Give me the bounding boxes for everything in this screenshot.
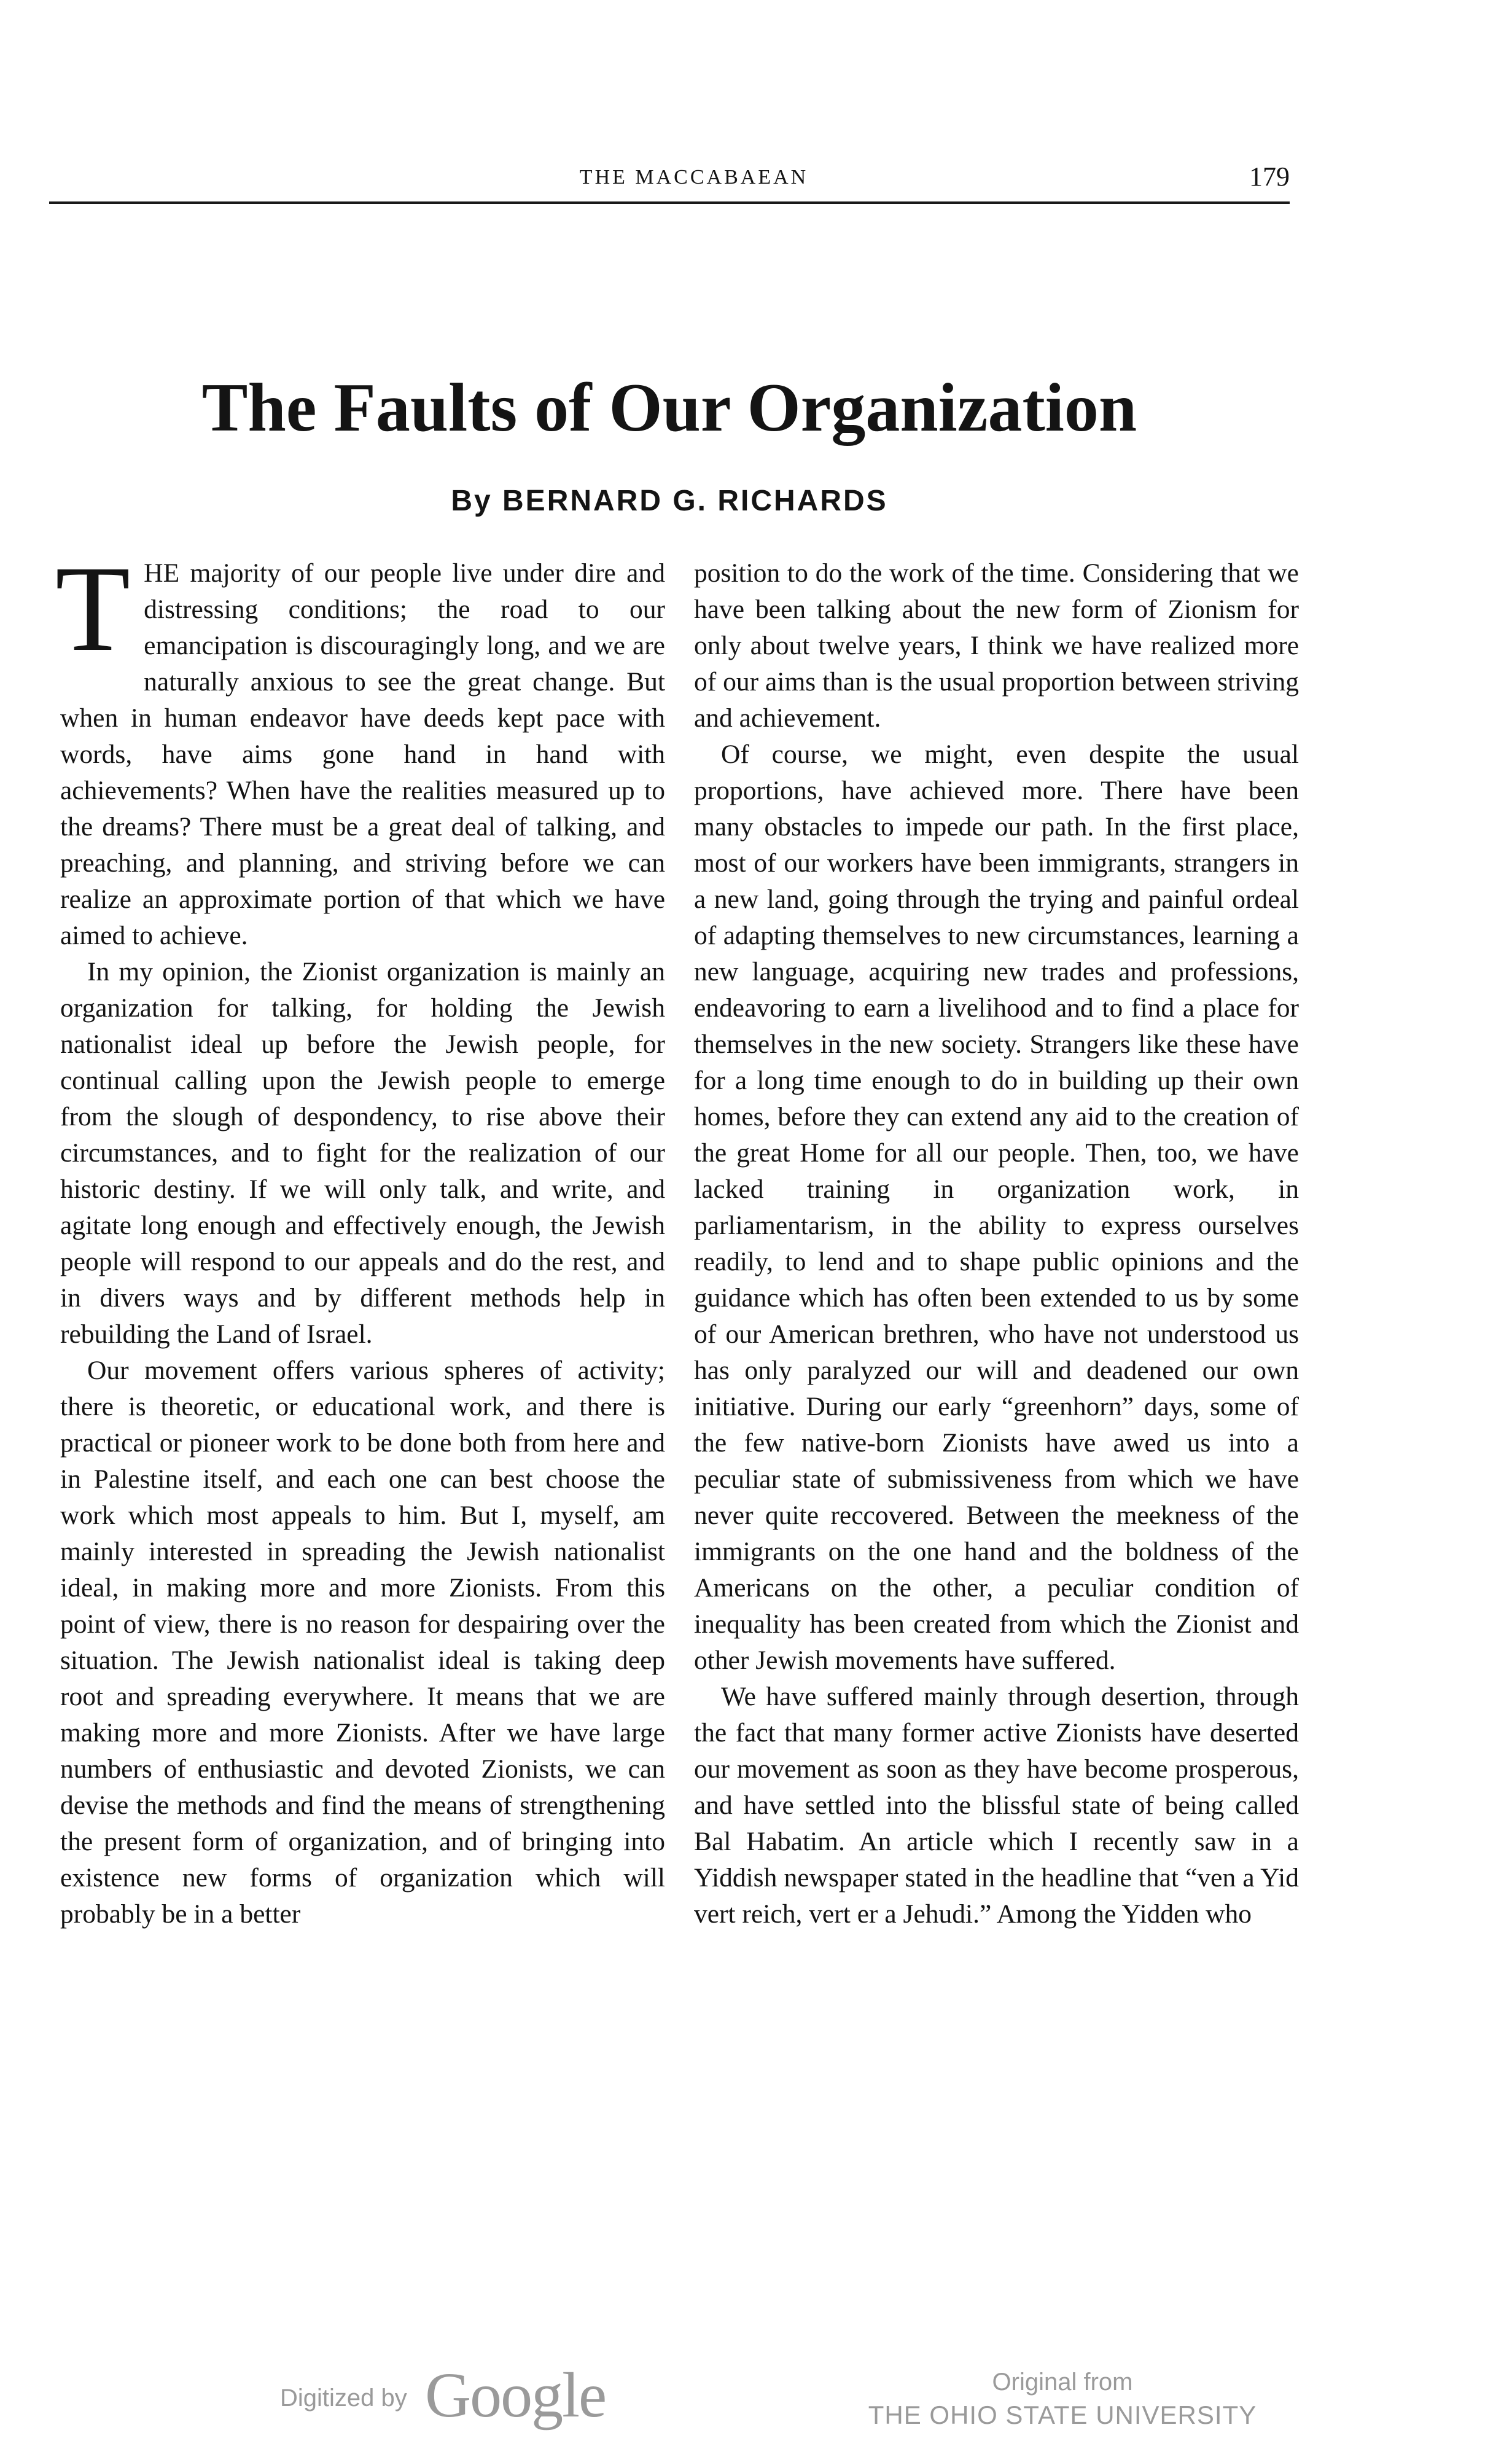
paragraph-4: position to do the work of the time. Considering that we have been talking about the new form of Zionism for only about twelve years, I think we have realized more of our aims than is the usual proportion between striving and achievement. — [694, 558, 1299, 733]
digitized-by-watermark — [280, 2359, 661, 2431]
source-watermark — [848, 2366, 1277, 2432]
running-title: THE MACCABAEAN — [579, 166, 809, 189]
paragraph-2: In my opinion, the Zionist organization is mainly an organization for talking, for holding the Jewish nationalist ideal up before the Jewish people, for continual calling upon the Jewish people to emerge from the slough of despondency, to rise above their circumstances, and to fight for the realization of our historic destiny. If we will only talk, and write, and agitate long enough and effectively enough, the Jewish people will respond to our appeals and do the rest, and in divers ways and by different methods help in rebuilding the Land of Israel. — [60, 957, 665, 1349]
paragraph-6: We have suffered mainly through desertion, through the fact that many former active Zionists have deserted our movement as soon as they have become prosperous, and have settled into the blissful state of being called Bal Habatim. An article which I recently saw in a Yiddish newspaper stated in the headline that “ven a Yid vert reich, vert er a Jehudi.” Among the Yidden who — [694, 1682, 1299, 1929]
institution-name: THE OHIO STATE UNIVERSITY — [868, 2400, 1257, 2429]
drop-cap: T — [55, 541, 131, 677]
article-byline: By BERNARD G. RICHARDS — [451, 485, 888, 517]
paragraph-1 — [55, 541, 665, 954]
paragraph-3: Our movement offers various spheres of activity; there is theoretic, or educational work, and there is practical or pioneer work to be done both from here and in Palestine itself, and each one can best choose the work which most appeals to him. But I, myself, am mainly interested in spreading the Jewish nationalist ideal, in making more and more Zionists. From this point of view, there is no reason for despairing over the situation. The Jewish nationalist ideal is taking deep root and spreading everywhere. It means that we are making more and more Zionists. After we have large numbers of enthusiastic and devoted Zionists, we can devise the methods and find the means of strengthening the present form of organization, and of bringing into existence new forms of organization which will probably be in a better — [60, 1356, 665, 1929]
google-logo: Google — [425, 2360, 606, 2431]
header-rule — [49, 201, 1290, 204]
digitized-by-label: Digitized by — [280, 2385, 407, 2412]
article-title: The Faults of Our Organization — [201, 370, 1137, 446]
original-from-label: Original from — [992, 2369, 1133, 2396]
right-column — [694, 555, 1299, 1932]
paragraph-1-text: HE majority of our people live under dire and distressing conditions; the road to our emancipation is discouragingly long, and we are naturally anxious to see the great change. But when in human endeavor have deeds kept pace with words, have aims gone hand in hand with achievements? When have the realities measured up to the dreams? There must be a great deal of talking, and preaching, and planning, and striving before we can realize an approximate portion of that which we have aimed to achieve. — [60, 558, 665, 950]
page-number: 179 — [1249, 162, 1290, 192]
paragraph-5: Of course, we might, even despite the usual proportions, have achieved more. There have been many obstacles to impede our path. In the first place, most of our workers have been immigrants, strangers in a new land, going through the trying and painful ordeal of adapting themselves to new circumstances, learning a new language, acquiring new trades and professions, endeavoring to earn a livelihood and to find a place for themselves in the new society. Strangers like these have for a long time enough to do in building up their own homes, before they can extend any aid to the creation of the great Home for all our people. Then, too, we have lacked training in organization work, in parliamentarism, in the ability to express ourselves readily, to lend and to shape public opinions and the guidance which has often been extended to us by some of our American brethren, who have not understood us has only paralyzed our will and deadened our own initiative. During our early “greenhorn” days, some of the few native-born Zionists have awed us into a peculiar state of submissiveness from which we have never quite reccovered. Between the meekness of the immigrants on the one hand and the boldness of the Americans on the other, a peculiar condition of inequality has been created from which the Zionist and other Jewish movements have suffered. — [694, 740, 1299, 1675]
running-header — [49, 161, 1290, 198]
left-column — [55, 541, 665, 1932]
